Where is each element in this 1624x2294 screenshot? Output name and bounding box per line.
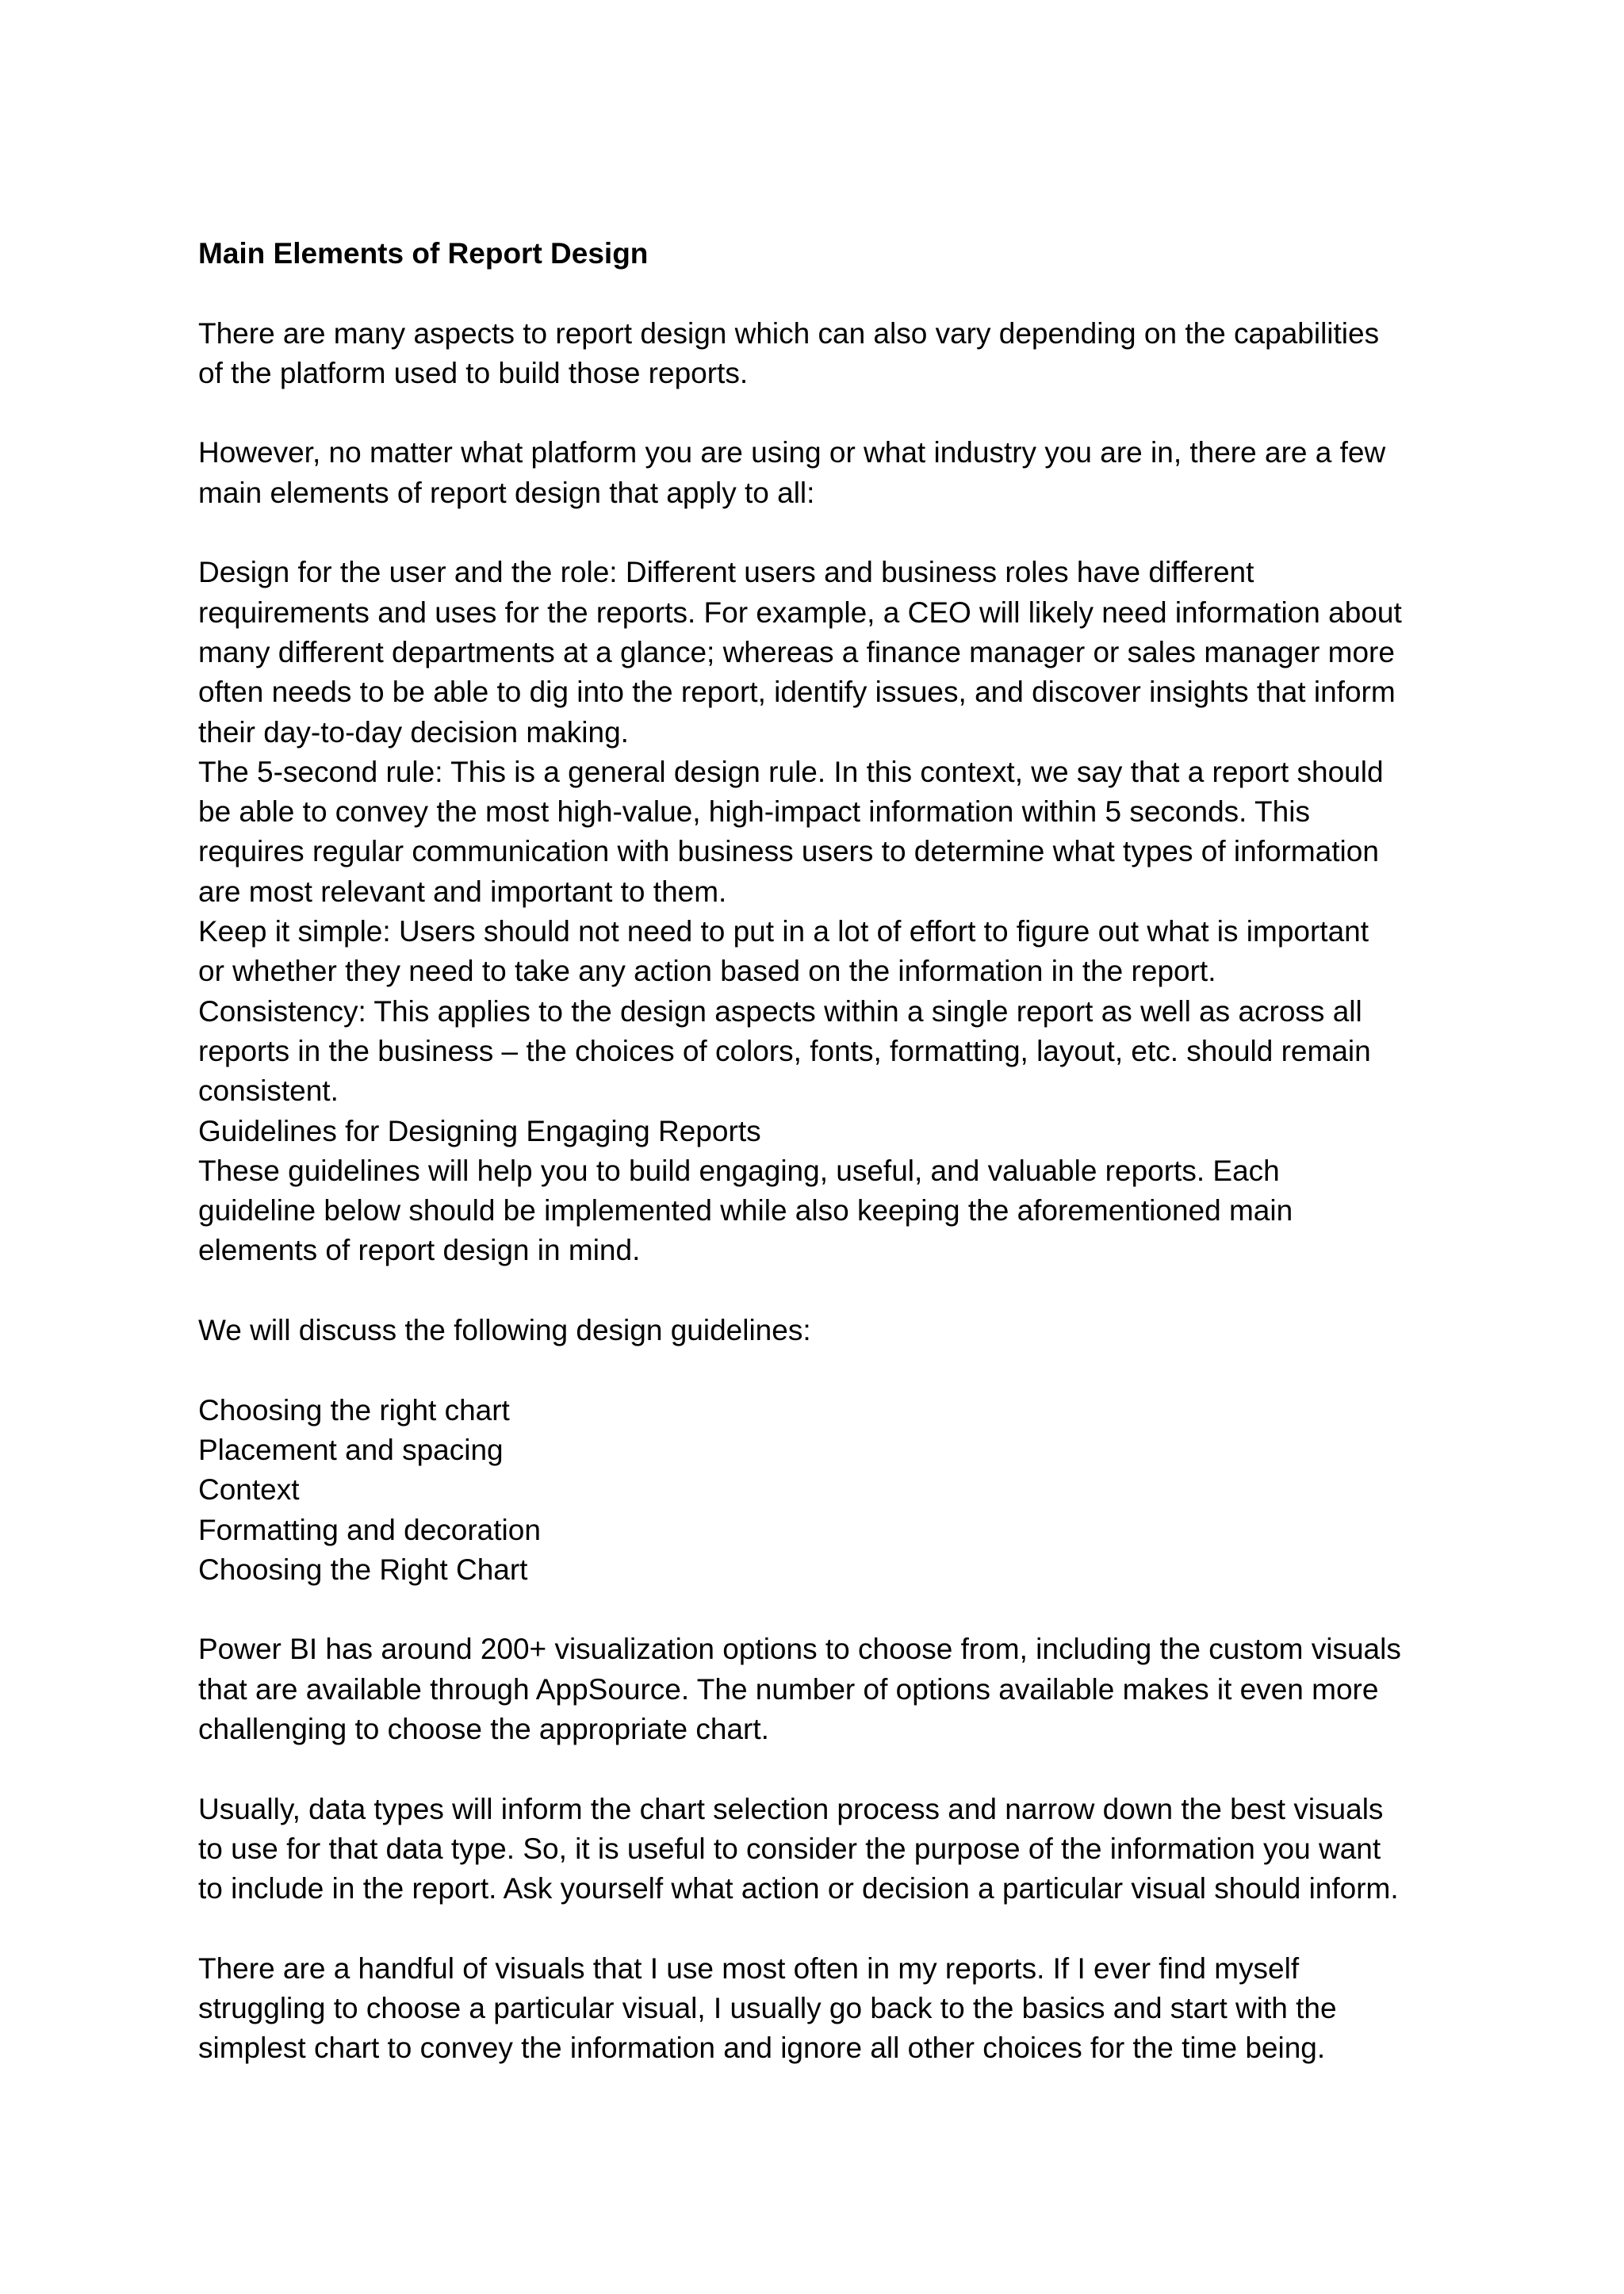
text-line: elements of report design in mind. (198, 1234, 641, 1267)
guideline-list (198, 1391, 1459, 1590)
text-line: are most relevant and important to them. (198, 875, 727, 908)
text-line: often needs to be able to dig into the report, identify issues, and discover insights that inform (198, 676, 1396, 709)
list-item: Choosing the right chart (198, 1393, 510, 1427)
text-line: to use for that data type. So, it is useful to consider the purpose of the information you want (198, 1832, 1381, 1865)
text-line: to include in the report. Ask yourself what action or decision a particular visual should inform. (198, 1872, 1399, 1905)
text-line: However, no matter what platform you are using or what industry you are in, there are a few (198, 436, 1386, 469)
text-line: simplest chart to convey the information and ignore all other choices for the time being. (198, 2032, 1326, 2065)
paragraph-discuss (198, 1311, 1459, 1350)
text-line: The 5-second rule: This is a general design rule. In this context, we say that a report should (198, 755, 1384, 788)
text-line: struggling to choose a particular visual, I usually go back to the basics and start with the (198, 1992, 1337, 2025)
paragraph-gap (198, 1350, 1459, 1390)
document-body (198, 234, 1459, 2069)
text-line: of the platform used to build those reports. (198, 356, 749, 389)
text-line: consistent. (198, 1074, 339, 1108)
text-line: many different departments at a glance; whereas a finance manager or sales manager more (198, 635, 1395, 668)
text-line: Usually, data types will inform the chart selection process and narrow down the best visuals (198, 1792, 1384, 1825)
text-line: challenging to choose the appropriate chart. (198, 1712, 769, 1745)
paragraph-gap (198, 1590, 1459, 1630)
text-line: main elements of report design that apply to all: (198, 476, 815, 509)
paragraph-gap (198, 1909, 1459, 1948)
text-line: There are many aspects to report design which can also vary depending on the capabilities (198, 316, 1380, 350)
text-line: Keep it simple: Users should not need to put in a lot of effort to figure out what is important (198, 915, 1369, 948)
paragraph-power-bi (198, 1630, 1459, 1749)
paragraph-gap (198, 1271, 1459, 1311)
text-line: We will discuss the following design guidelines: (198, 1314, 811, 1347)
text-line: requires regular communication with business users to determine what types of information (198, 835, 1379, 868)
paragraph-intro (198, 314, 1459, 394)
paragraph-gap (198, 393, 1459, 433)
text-line: be able to convey the most high-value, high-impact information within 5 seconds. This (198, 795, 1310, 829)
section-heading: Choosing the Right Chart (198, 1553, 528, 1586)
paragraph-however (198, 433, 1459, 513)
text-line: reports in the business – the choices of colors, fonts, formatting, layout, etc. should remain (198, 1034, 1371, 1067)
text-line: These guidelines will help you to build engaging, useful, and valuable reports. Each (198, 1154, 1280, 1187)
paragraph-gap (198, 274, 1459, 313)
list-item: Placement and spacing (198, 1433, 504, 1466)
paragraph-data-types (198, 1790, 1459, 1909)
text-line: or whether they need to take any action based on the information in the report. (198, 955, 1216, 988)
text-line: requirements and uses for the reports. For example, a CEO will likely need information about (198, 596, 1402, 629)
text-line: guideline below should be implemented while also keeping the aforementioned main (198, 1194, 1293, 1227)
text-line: There are a handful of visuals that I use most often in my reports. If I ever find myself (198, 1951, 1300, 1985)
paragraph-gap (198, 1749, 1459, 1789)
list-item: Context (198, 1473, 300, 1507)
document-title-block (198, 234, 1459, 274)
document-title: Main Elements of Report Design (198, 237, 649, 270)
text-line: Power BI has around 200+ visualization options to choose from, including the custom visuals (198, 1633, 1401, 1666)
text-line: Design for the user and the role: Different users and business roles have different (198, 556, 1254, 589)
paragraph-visuals (198, 1949, 1459, 2069)
text-line: their day-to-day decision making. (198, 715, 629, 749)
list-item: Formatting and decoration (198, 1513, 541, 1546)
text-line: that are available through AppSource. The number of options available makes it even more (198, 1672, 1379, 1706)
section-heading: Guidelines for Designing Engaging Reports (198, 1114, 761, 1147)
paragraph-elements (198, 553, 1459, 1270)
text-line: Consistency: This applies to the design aspects within a single report as well as across all (198, 994, 1362, 1028)
paragraph-gap (198, 513, 1459, 553)
